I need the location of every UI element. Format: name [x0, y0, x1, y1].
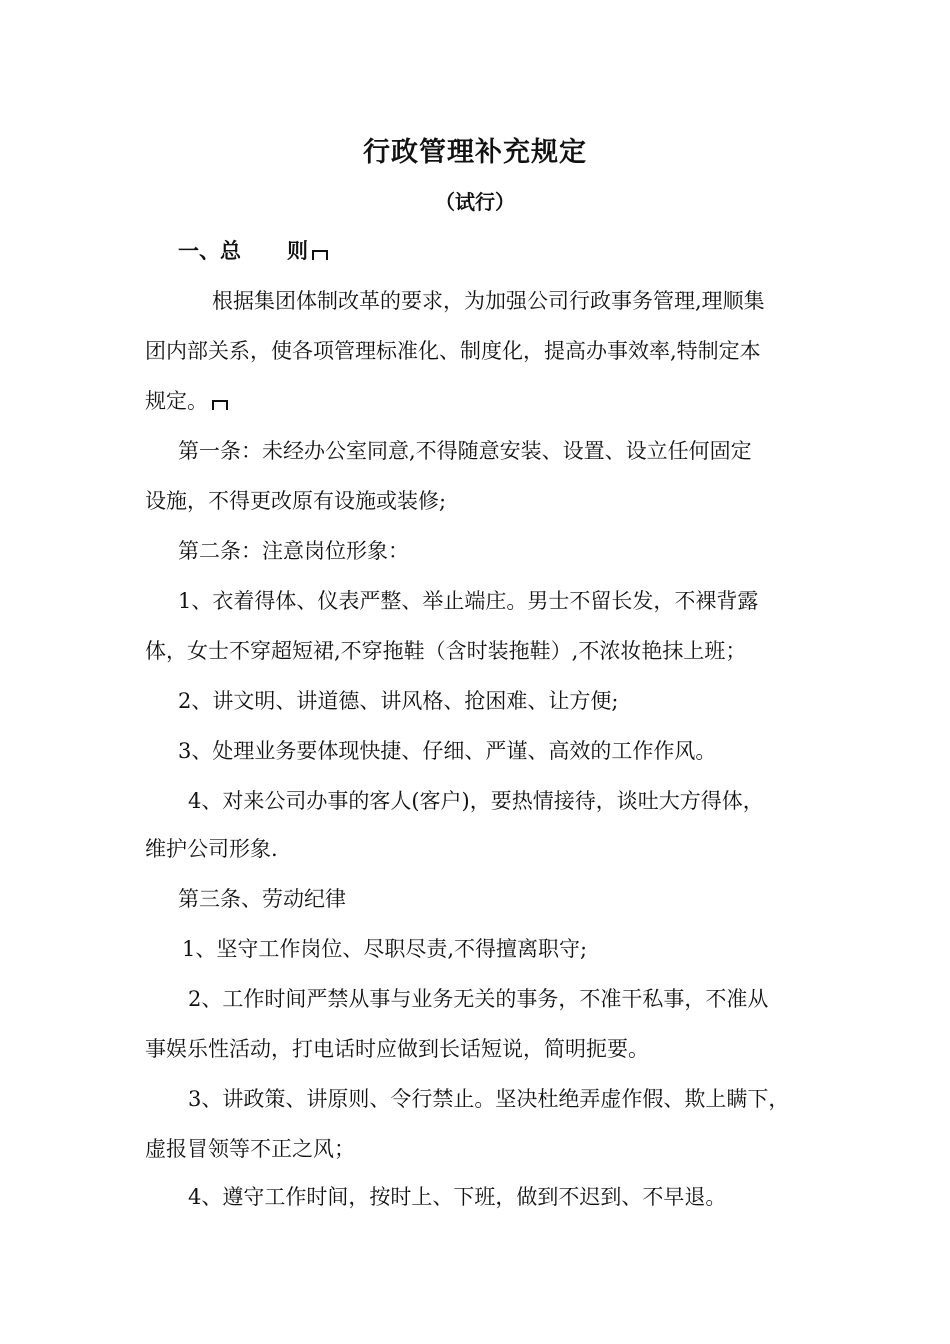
- article-2-item: 1、衣着得体、仪表严整、举止端庄。男士不留长发，不裸背露: [178, 589, 759, 613]
- section-heading-general: [178, 236, 328, 266]
- article-3-item: 1、坚守工作岗位、尽职尽责,不得擅离职守;: [182, 937, 588, 961]
- paragraph-mark-icon: [212, 400, 228, 410]
- paragraph-text: 规定。: [145, 389, 208, 413]
- article-2-heading: 第二条：注意岗位形象：: [178, 539, 409, 563]
- article-3-item: 4、遵守工作时间，按时上、下班，做到不迟到、不早退。: [188, 1185, 727, 1209]
- article-1-line: 设施，不得更改原有设施或装修;: [145, 489, 447, 513]
- paragraph-line: [145, 386, 228, 416]
- section-heading-suffix: 则: [287, 238, 308, 263]
- document-subtitle: （试行）: [435, 190, 515, 214]
- article-1-line: 第一条：未经办公室同意,不得随意安装、设置、设立任何固定: [178, 439, 752, 463]
- article-2-item: 体，女士不穿超短裙,不穿拖鞋（含时装拖鞋）,不浓妆艳抹上班；: [145, 639, 747, 663]
- document-title: 行政管理补充规定: [363, 137, 587, 168]
- article-2-item: 维护公司形象.: [145, 837, 278, 861]
- paragraph-line: 根据集团体制改革的要求，为加强公司行政事务管理,理顺集: [212, 289, 765, 313]
- article-3-item: 2、工作时间严禁从事与业务无关的事务，不准干私事，不准从: [188, 987, 769, 1011]
- article-2-item: 4、对来公司办事的客人(客户)，要热情接待，谈吐大方得体，: [188, 789, 764, 813]
- article-3-item: 事娱乐性活动，打电话时应做到长话短说，简明扼要。: [145, 1037, 649, 1061]
- article-3-item: 虚报冒领等不正之风；: [145, 1137, 355, 1161]
- paragraph-mark-icon: [312, 250, 328, 260]
- paragraph-line: 团内部关系，使各项管理标准化、制度化，提高办事效率,特制定本: [145, 339, 761, 363]
- article-3-heading: 第三条、劳动纪律: [178, 887, 346, 911]
- section-heading-prefix: 一、总: [178, 238, 241, 263]
- article-3-item: 3、讲政策、讲原则、令行禁止。坚决杜绝弄虚作假、欺上瞒下，: [188, 1087, 790, 1111]
- article-2-item: 2、讲文明、讲道德、讲风格、抢困难、让方便;: [178, 689, 619, 713]
- article-2-item: 3、处理业务要体现快捷、仔细、严谨、高效的工作作风。: [178, 739, 717, 763]
